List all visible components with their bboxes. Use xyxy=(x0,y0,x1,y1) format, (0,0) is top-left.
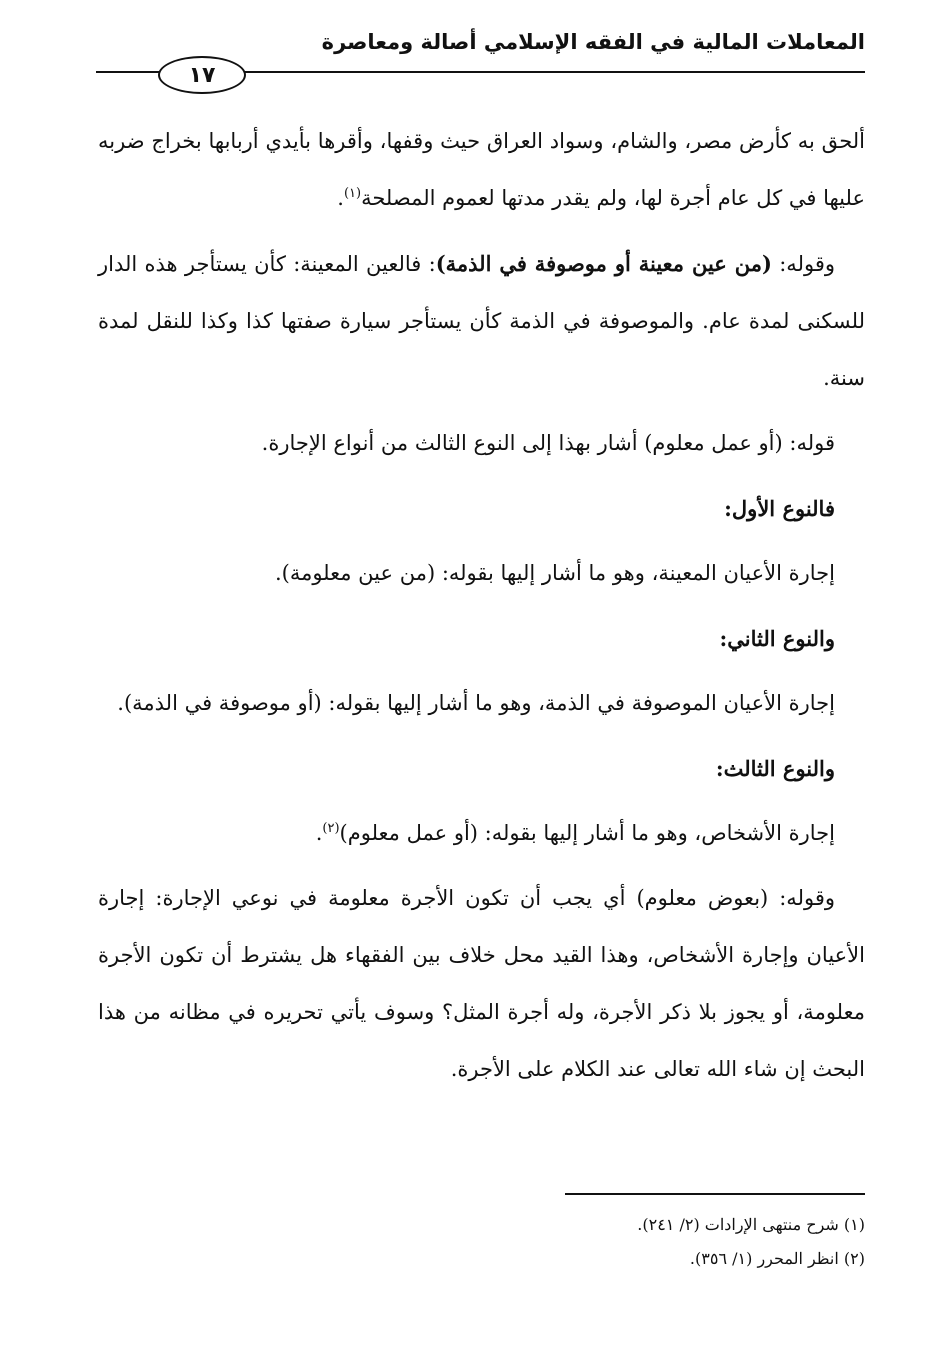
page-number-text: ١٧ xyxy=(188,62,216,88)
footnote-2: (٢) انظر المحرر (١/ ٣٥٦). xyxy=(689,1249,865,1268)
footnote-rule xyxy=(565,1193,865,1195)
paragraph-7: وقوله: (بعوض معلوم) أي يجب أن تكون الأجرة معلومة في نوعي الإجارة: إجارة الأعيان وإجارة الأشخاص، وهذا القيد محل خلاف بين الفقهاء هل يشترط أن تكون الأجرة معلومة، أو يجوز بلا ذكر الأجرة، وله أجرة المثل؟ وسوف يأتي تحريره في مظانه من هذا البحث إن شاء الله تعالى عند الكلام على الأجرة. xyxy=(98,886,865,1081)
paragraph-2-quote: (من عين معينة أو موصوفة في الذمة) xyxy=(435,251,772,276)
paragraph-6 xyxy=(98,805,865,862)
paragraph-2-lead: وقوله: xyxy=(771,252,835,276)
paragraph-5: إجارة الأعيان الموصوفة في الذمة، وهو ما أشار إليها بقوله: (أو موصوفة في الذمة). xyxy=(117,691,835,715)
heading-first-type: فالنوع الأول: xyxy=(724,496,835,521)
running-title: المعاملات المالية في الفقه الإسلامي أصالة ومعاصرة xyxy=(321,30,865,54)
footnote-ref-1: (١) xyxy=(343,186,362,201)
paragraph-1-text: ألحق به كأرض مصر، والشام، وسواد العراق حيث وقفها، وأقرها بأيدي أربابها بخراج ضربه عليها في كل عام أجرة لها، ولم يقدر مدتها لعموم المصلحة xyxy=(98,129,865,210)
paragraph-3: قوله: (أو عمل معلوم) أشار بهذا إلى النوع الثالث من أنواع الإجارة. xyxy=(261,431,835,455)
heading-second-type: والنوع الثاني: xyxy=(719,626,835,651)
footnote-1: (١) شرح منتهى الإرادات (٢/ ٢٤١). xyxy=(637,1215,865,1234)
paragraph-6-text: إجارة الأشخاص، وهو ما أشار إليها بقوله: (أو عمل معلوم) xyxy=(339,821,835,845)
body-text xyxy=(98,113,865,1106)
footnotes xyxy=(98,1208,865,1276)
paragraph-1-end: . xyxy=(337,186,344,210)
paragraph-4: إجارة الأعيان المعينة، وهو ما أشار إليها بقوله: (من عين معلومة). xyxy=(274,561,835,585)
footnote-ref-2: (٢) xyxy=(322,821,340,836)
paragraph-2-text: : فالعين المعينة: كأن يستأجر هذه الدار للسكنى لمدة عام. والموصوفة في الذمة كأن يستأجر سيارة صفتها كذا وكذا للنقل لمدة سنة. xyxy=(98,252,865,390)
heading-third-type: والنوع الثالث: xyxy=(715,756,835,781)
page-number xyxy=(158,56,246,94)
paragraph-2 xyxy=(98,235,865,407)
paragraph-6-end: . xyxy=(315,821,323,845)
paragraph-1 xyxy=(98,113,865,227)
